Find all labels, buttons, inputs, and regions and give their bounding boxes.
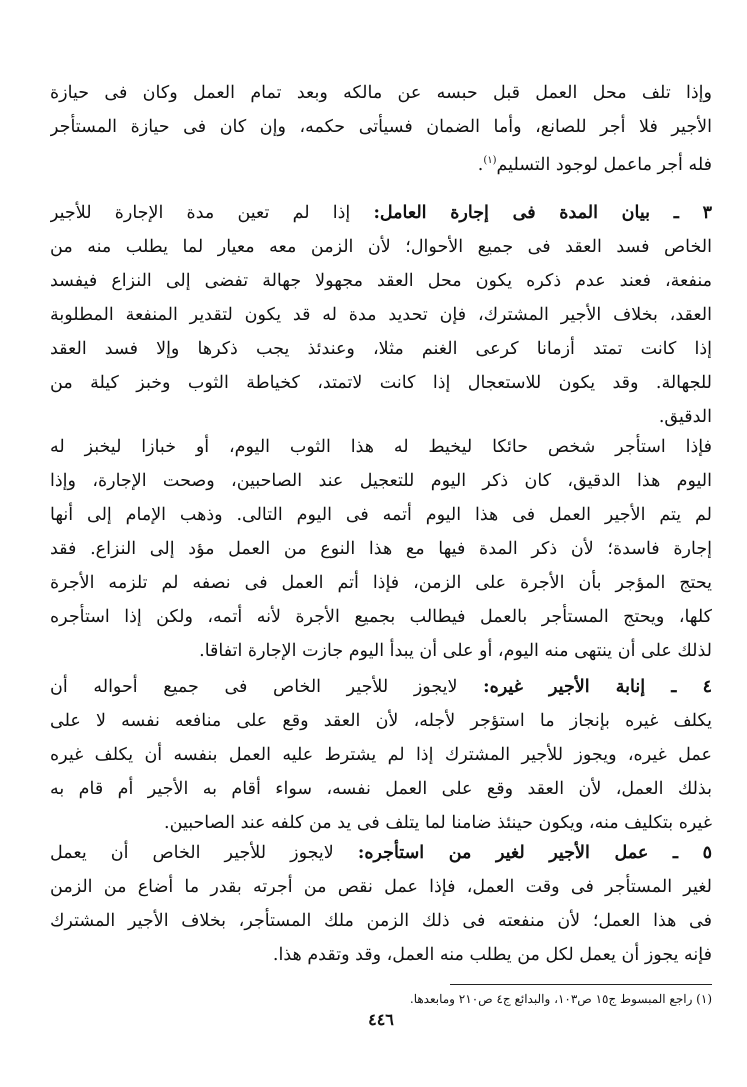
text-line: فى هذا العمل؛ لأن منفعته فى ذلك الزمن ملك المستأجر، بخلاف الأجير المشترك	[50, 911, 712, 931]
text-line: لذلك على أن ينتهى منه اليوم، أو على أن يبدأ اليوم جازت الإجارة اتفاقا.	[199, 641, 712, 661]
text-line	[50, 670, 712, 704]
section-4-delegation	[50, 670, 712, 840]
text-line: يحتج المؤجر بأن الأجرة على الزمن، فإذا أتم العمل فى نصفه لم تلزمه الأجرة	[50, 573, 712, 593]
text-line: فإنه يجوز أن يعمل لكل من يطلب منه العمل، وقد وتقدم هذا.	[272, 945, 712, 965]
text-line: الخاص فسد العقد فى جميع الأحوال؛ لأن الزمن معه معيار لما يطلب منه من	[50, 237, 712, 257]
text-line	[50, 144, 712, 178]
paragraph-intro	[50, 76, 712, 178]
page-number: ٤٤٦	[368, 1010, 394, 1029]
text-line: وإذا تلف محل العمل قبل حبسه عن مالكه وبعد تمام العمل وكان فى حيازة	[50, 83, 712, 103]
text-line: إجارة فاسدة؛ لأن ذكر المدة فيها مع هذا النوع من العمل مؤد إلى النزاع. فقد	[50, 539, 712, 559]
text-line: فإذا استأجر شخص حائكا ليخيط له هذا الثوب اليوم، أو خبازا ليخبز له	[50, 437, 712, 457]
section-heading: ٤ ـ إنابة الأجير غيره:	[483, 677, 712, 697]
document-page	[50, 0, 712, 1087]
sentence-end: .	[477, 154, 484, 175]
text-line: لايجوز للأجير الخاص أن يعمل	[50, 843, 334, 863]
text-line: الأجير فلا أجر للصانع، وأما الضمان فسيأتى حكمه، وإن كان فى حيازة المستأجر	[50, 117, 712, 137]
text-line: اليوم هذا الدقيق، كان ذكر اليوم للتعجيل عند الصاحبين، وصحت الإجارة، وإذا	[50, 471, 712, 491]
section-3-duration	[50, 196, 712, 434]
text-line: العقد، بخلاف الأجير المشترك، فإن تحديد مدة له قد يكون لتقدير المنفعة المطلوبة	[50, 305, 712, 325]
text-line: يكلف غيره بإنجاز ما استؤجر لأجله، لأن العقد وقع على منافعه نفسه لا على	[50, 711, 712, 731]
text-line: منفعة، فعند عدم ذكره يكون محل العقد مجهولا جهالة تفضى إلى النزاع فيفسد	[50, 271, 712, 291]
text-line: فله أجر ماعمل لوجود التسليم	[496, 154, 712, 175]
text-line: إذا لم تعين مدة الإجارة للأجير	[50, 203, 351, 223]
footnote: (١) راجع المبسوط ج١٥ ص١٠٣، والبدائع ج٤ ص٢١٠ ومابعدها.	[409, 992, 712, 1006]
text-line: لم يتم الأجير العمل فى هذا اليوم أتمه فى اليوم التالى. وذهب الإمام إلى أنها	[50, 505, 712, 525]
text-line	[50, 196, 712, 230]
text-line: عمل غيره، ويجوز للأجير المشترك إذا لم يشترط عليه العمل بنفسه أن يكلف غيره	[50, 745, 712, 765]
footnote-divider	[450, 984, 712, 985]
section-5-other-work	[50, 836, 712, 972]
text-line: لغير المستأجر فى وقت العمل، فإذا عمل نقص من أجرته بقدر ما أضاع من الزمن	[50, 877, 712, 897]
paragraph-example	[50, 430, 712, 668]
text-line: لايجوز للأجير الخاص فى جميع أحواله أن	[50, 677, 458, 697]
footnote-reference: (١)	[483, 155, 497, 166]
text-line: بذلك العمل، لأن العقد وقع على العمل نفسه، سواء أقام به الأجير أم قام به	[50, 779, 712, 799]
text-line	[50, 836, 712, 870]
text-line: غيره بتكليف منه، ويكون حينئذ ضامنا لما يتلف فى يد من كلفه عند الصاحبين.	[164, 813, 712, 833]
section-heading: ٥ ـ عمل الأجير لغير من استأجره:	[357, 843, 712, 863]
section-heading: ٣ ـ بيان المدة فى إجارة العامل:	[373, 203, 712, 223]
text-line: الدقيق.	[658, 407, 712, 427]
text-line: كلها، ويحتج المستأجر بالعمل فيطالب بجميع الأجرة لأنه أتمه، ولكن إذا استأجره	[50, 607, 712, 627]
text-line: إذا كانت تمتد أزمانا كرعى الغنم مثلا، وعندئذ يجب ذكرها وإلا فسد العقد	[50, 339, 712, 359]
text-line: للجهالة. وقد يكون للاستعجال إذا كانت لاتمتد، كخياطة الثوب وخبز كيلة من	[50, 373, 712, 393]
